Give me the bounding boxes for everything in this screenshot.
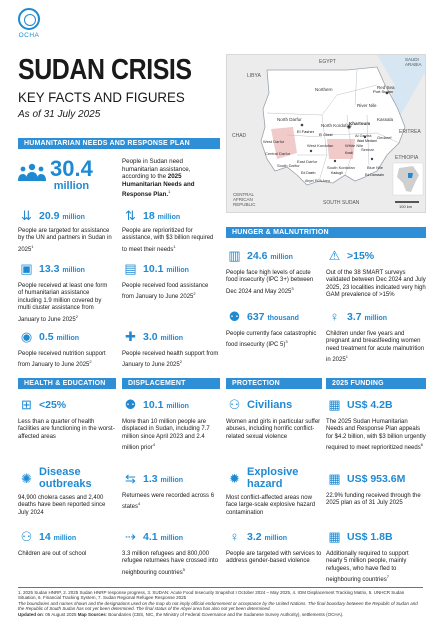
targeted-value: 20.9 — [39, 209, 60, 222]
returnees-desc — [122, 493, 220, 512]
reprioritize-arrows-icon: ⇅ — [125, 208, 136, 223]
logo-text: OCHA — [18, 32, 40, 39]
stat-gbv — [226, 530, 322, 566]
sudan-map — [226, 54, 426, 213]
map-city-el-obeid: El Obeid — [319, 133, 333, 137]
virus-icon: ✺ — [21, 470, 32, 486]
updated-date: : 05 August 2025 — [42, 611, 78, 617]
map-label-south-darfur: South Darfur — [277, 163, 300, 168]
footer-sources: 1. 2025 Sudan HNRP, 2. 2025 Sudan HNRP response progress, 3. SUDAN: Acute Food Insecurity Snapshot I October 2024 – May 2025, 4. IOM Displacement Tracking Matrix, 5. UNHCR Sudan Situation, 6. Financial Tracking System, 7. Sudan Regional Refugee Response 2025 — [18, 590, 405, 601]
appeal-desc-text: The 2025 Sudan Humanitarian Needs and Response Plan appeals for $4.2 billion, with $3 billion urgently required to meet reprioritized needs — [326, 419, 426, 452]
map-label-gedaref: Gedaref — [377, 135, 392, 140]
stat-acute-malnutrition — [326, 310, 426, 365]
appeal-desc — [326, 419, 426, 453]
nutrition-unit: million — [56, 334, 80, 342]
explosion-icon: ✹ — [229, 470, 240, 486]
arrows-down-icon: ⇊ — [21, 208, 32, 223]
food-insecurity-icon: ▥ — [228, 248, 241, 263]
footnote-ref: 2 — [193, 291, 196, 297]
people-icon: ⚉ — [228, 309, 241, 324]
stat-health-facilities — [18, 398, 116, 441]
map-label-blue-nile: Blue Nile — [367, 165, 384, 170]
nutrition-desc-text: People received nutrition support from January to June 2025 — [18, 351, 106, 369]
stat-food-assistance — [122, 262, 220, 302]
ipc3-desc — [226, 270, 324, 296]
footnote-ref: 3 — [291, 285, 294, 291]
stat-targeted — [18, 209, 114, 254]
map-city-port-sudan: Port Sudan — [373, 89, 394, 94]
displaced-unit: million — [166, 402, 189, 410]
gbv-value: 3.2 — [247, 530, 262, 543]
map-city-ed-damazin: Ed Damazin — [365, 173, 385, 177]
refugee-funding-value: US$ 1.8B — [347, 530, 393, 543]
footnote-ref: 4 — [138, 501, 141, 507]
targeted-desc — [18, 228, 114, 254]
map-label-car: CENTRAL AFRICAN REPUBLIC — [233, 192, 256, 207]
ipc5-unit: thousand — [267, 314, 299, 322]
nutrition-icon: ◉ — [20, 329, 33, 344]
stat-gam — [326, 249, 426, 300]
footnote-ref: 7 — [386, 574, 389, 580]
money-icon: ▦ — [328, 397, 341, 412]
ipc5-desc-text: People currently face catastrophic food insecurity (IPC 5) — [226, 331, 317, 349]
food-value: 10.1 — [143, 262, 164, 275]
ipc3-unit: million — [270, 253, 293, 261]
refugee-funding-desc — [326, 551, 426, 585]
reprioritized-value: 18 — [143, 209, 155, 222]
multicluster-unit: million — [62, 266, 85, 274]
health-support-desc-text: People received health support from January to June 2025 — [122, 351, 219, 369]
reprioritized-unit: million — [157, 213, 181, 221]
map-label-abyei: Abyei PCA Area — [305, 179, 330, 183]
outbreaks-desc: 94,900 cholera cases and 2,400 deaths have been reported since July 2024 — [18, 495, 106, 516]
map-label-central-darfur: Central Darfur — [265, 151, 291, 156]
footnote-ref: 1 — [173, 243, 176, 249]
returnees-desc-text: Returnees were recorded across 6 states — [122, 493, 215, 511]
page-title: SUDAN CRISIS — [18, 54, 192, 86]
gam-desc: Out of the 38 SMART surveys validated between Dec 2024 and July 2025, 23 localities indicated very high GAM prevalence of >15% — [326, 270, 426, 299]
targeted-unit: million — [62, 213, 85, 221]
refugee-funding-desc-text: Additionally required to support nearly 5 million people, mainly refugees, who have fled to neighbouring countries — [326, 551, 409, 584]
footnote-ref: 4 — [152, 442, 155, 448]
health-support-desc — [122, 351, 220, 370]
civilians-value: Civilians — [247, 398, 293, 411]
map-label-west-darfur: West Darfur — [263, 139, 285, 144]
displaced-value: 10.1 — [143, 398, 164, 411]
map-label-chad: CHAD — [232, 133, 247, 139]
returnee-icon: ⇆ — [125, 471, 136, 486]
refugees-unit: million — [160, 534, 184, 542]
section-displacement-header: DISPLACEMENT — [122, 378, 220, 389]
warning-icon: ⚠ — [328, 248, 341, 263]
map-label-ethiopia: ETHIOPIA — [395, 155, 419, 161]
footer-updated — [18, 612, 423, 617]
map-label-south-sudan: SOUTH SUDAN — [323, 200, 360, 206]
malnutrition-value: 3.7 — [347, 310, 362, 323]
map-label-northern: Northern — [315, 87, 333, 92]
refugee-icon: ⇢ — [125, 529, 136, 544]
stat-nutrition-support — [18, 330, 114, 370]
malnutrition-desc-text: Children under five years and pregnant and breastfeeding women need treatment for acute malnutrition in 2025 — [326, 331, 425, 364]
ipc5-desc — [226, 331, 324, 350]
map-label-al-gezira: Al Gezira — [355, 133, 372, 138]
multicluster-desc — [18, 283, 114, 324]
footnote-ref: 5 — [182, 566, 185, 572]
refugees-desc — [122, 551, 220, 577]
ocha-logo — [14, 8, 44, 39]
hospital-icon: ⊞ — [21, 397, 32, 412]
footer — [18, 587, 423, 617]
civilians-icon: ⚇ — [228, 397, 241, 412]
health-support-value: 3.0 — [143, 330, 158, 343]
footer-divider — [18, 587, 423, 588]
map-city-kadugli: Kadugli — [331, 171, 343, 175]
map-sources-label: Map Sources — [77, 611, 106, 617]
received-desc: 22.9% funding received through the 2025 plan as of 31 July 2025 — [326, 493, 421, 507]
footnote-ref: 3 — [285, 339, 288, 345]
map-city-ed-daein: Ed Daein — [301, 171, 316, 175]
stat-reprioritized — [122, 209, 220, 254]
stat-refugee-funding — [326, 530, 426, 585]
nutrition-value: 0.5 — [39, 330, 54, 343]
map-label-white-nile: White Nile — [345, 143, 364, 148]
as-of-date: As of 31 July 2025 — [18, 109, 101, 120]
map-label-west-kordofan: West Kordofan — [307, 143, 334, 148]
stat-people-in-need — [18, 158, 114, 192]
footer-disclaimer: The boundaries and names shown and the designations used on the map do not imply official endorsement or acceptance by the United Nations. The final boundary between the Republic of Sudan and the Republic of South Sudan has not yet been determined. The final status of the Abyei area has also not yet been determined. — [18, 600, 418, 612]
reprioritized-desc-text: People are reprioritized for assistance, with $3 billion required to meet their needs — [122, 228, 214, 253]
map-scale-label: 100 km — [399, 204, 413, 209]
nutrition-desc — [18, 351, 114, 370]
stat-returnees — [122, 472, 220, 512]
stat-appeal — [326, 398, 426, 453]
footnote-ref: 6 — [420, 442, 423, 448]
children-icon: ⚇ — [20, 529, 33, 544]
returnees-unit: million — [160, 476, 184, 484]
food-desc-text: People received food assistance from January to June 2025 — [122, 283, 209, 301]
refugees-desc-text: 3.3 million refugees and 800,000 refugee returnees have crossed into neighbouring countries — [122, 551, 219, 576]
gbv-desc: People are targeted with services to address gender-based violence — [226, 551, 322, 565]
food-desc — [122, 283, 220, 302]
people-in-need-desc-text: People in Sudan need humanitarian assistance, according to the — [122, 158, 191, 181]
money-refugees-icon: ▦ — [328, 529, 341, 544]
food-unit: million — [166, 266, 189, 274]
stat-funding-received — [326, 472, 426, 508]
updated-label: Updated on — [18, 611, 43, 617]
hazard-desc: Most conflict-affected areas now face large-scale explosive hazard contamination — [226, 495, 316, 516]
footnote-ref: 1 — [31, 243, 34, 249]
people-in-need-desc-bold: 2025 Humanitarian Needs and Response Plan. — [122, 173, 195, 199]
school-unit: million — [53, 534, 77, 542]
map-label-saudi-arabia: SAUDI ARABIA — [405, 57, 422, 67]
civilians-desc: Women and girls in particular suffer abuses, including horrific conflict-related sexual violence — [226, 419, 321, 440]
displaced-family-icon: ⚉ — [124, 397, 137, 412]
ipc3-value: 24.6 — [247, 249, 268, 262]
assistance-box-icon: ▣ — [20, 261, 33, 276]
health-worker-icon: ✚ — [125, 329, 136, 344]
people-in-need-unit: million — [53, 180, 90, 192]
page-subtitle: KEY FACTS AND FIGURES — [18, 89, 185, 105]
appeal-value: US$ 4.2B — [347, 398, 393, 411]
section-funding-header: 2025 FUNDING — [326, 378, 426, 389]
map-label-eritrea: ERITREA — [399, 129, 421, 135]
footnote-ref: 1 — [168, 189, 171, 195]
school-value: 14 — [39, 530, 51, 543]
malnutrition-unit: million — [364, 314, 388, 322]
malnutrition-desc — [326, 331, 426, 365]
map-label-east-darfur: East Darfur — [297, 159, 318, 164]
map-label-north-kordofan: North Kordofan — [321, 123, 352, 128]
map-label-river-nile: River Nile — [357, 103, 377, 108]
outbreaks-value: Disease outbreaks — [39, 466, 92, 490]
map-label-red-sea: Red Sea — [377, 85, 395, 90]
map-label-south-kordofan: South Kordofan — [327, 165, 355, 170]
facilities-value: <25% — [39, 398, 67, 411]
health-support-unit: million — [160, 334, 184, 342]
mother-child-icon: ♀ — [329, 309, 340, 324]
multicluster-value: 13.3 — [39, 262, 60, 275]
displaced-desc — [122, 419, 220, 453]
ipc5-value: 637 — [247, 310, 265, 323]
women-icon: ♀ — [229, 529, 240, 544]
targeted-desc-text: People are targeted for assistance by the UN and partners in Sudan in 2025 — [18, 228, 112, 253]
stat-ipc5 — [226, 310, 324, 350]
stat-health-support — [122, 330, 220, 370]
food-sack-icon: ▤ — [124, 261, 137, 276]
money-received-icon: ▦ — [328, 471, 341, 486]
people-group-icon — [18, 163, 46, 188]
ipc3-desc-text: People face high levels of acute food insecurity (IPC 3+) between Dec 2024 and May 2025 — [226, 270, 314, 295]
map-label-khartoum: Khartoum — [349, 121, 371, 126]
returnees-value: 1.3 — [143, 472, 158, 485]
people-in-need-value: 30.4 — [50, 156, 93, 181]
map-label-egypt: EGYPT — [319, 59, 336, 65]
map-city-el-fasher: El Fasher — [297, 129, 315, 134]
footnote-ref: 1 — [345, 354, 348, 360]
map-city-wad-medani: Wad Medani — [357, 139, 377, 143]
people-in-need-desc — [122, 158, 218, 199]
stat-civilians — [226, 398, 322, 441]
hazard-value: Explosive hazard — [247, 466, 299, 490]
school-desc: Children are out of school — [18, 551, 87, 557]
stat-out-of-school — [18, 530, 116, 558]
multicluster-desc-text: People received at least one form of humanitarian assistance including 1.9 million covered by multi cluster assistance from January to June 2025 — [18, 283, 108, 323]
displaced-desc-text: More than 10 million people are displaced in Sudan, including 7.7 million since April 2023 and 2.4 million prior — [122, 419, 210, 452]
footnote-ref: 2 — [89, 359, 92, 365]
stat-refugees — [122, 530, 220, 577]
section-hunger-header: HUNGER & MALNUTRITION — [226, 227, 426, 238]
map-label-libya: LIBYA — [247, 73, 261, 79]
facilities-desc: Less than a quarter of health facilities are functioning in the worst-affected areas — [18, 419, 115, 440]
map-label-north-darfur: North Darfur — [277, 117, 302, 122]
map-sources-text: : Boundaries (CBS, NIC, the Ministry of Federal Governance and the Sudanese Survey Authority), settlements (OCHA). — [105, 611, 344, 617]
stat-ipc3 — [226, 249, 324, 296]
footnote-ref: 2 — [179, 359, 182, 365]
stat-displaced — [122, 398, 220, 453]
reprioritized-desc — [122, 228, 220, 254]
stat-disease-outbreaks — [18, 466, 116, 517]
gam-value: >15% — [347, 249, 375, 262]
section-protection-header: PROTECTION — [226, 378, 322, 389]
stat-multicluster — [18, 262, 114, 324]
refugees-value: 4.1 — [143, 530, 158, 543]
gbv-unit: million — [264, 534, 288, 542]
map-label-kassala: Kassala — [377, 117, 394, 122]
received-value: US$ 953.6M — [347, 472, 406, 485]
un-emblem-icon — [18, 8, 40, 30]
map-label-sennar: Sennar — [361, 147, 374, 152]
footnote-ref: 2 — [75, 313, 78, 319]
stat-explosive-hazard — [226, 466, 322, 517]
map-city-kosti: Kosti — [345, 151, 353, 155]
section-plan-header: HUMANITARIAN NEEDS AND RESPONSE PLAN — [18, 138, 220, 149]
section-health-header: HEALTH & EDUCATION — [18, 378, 116, 389]
